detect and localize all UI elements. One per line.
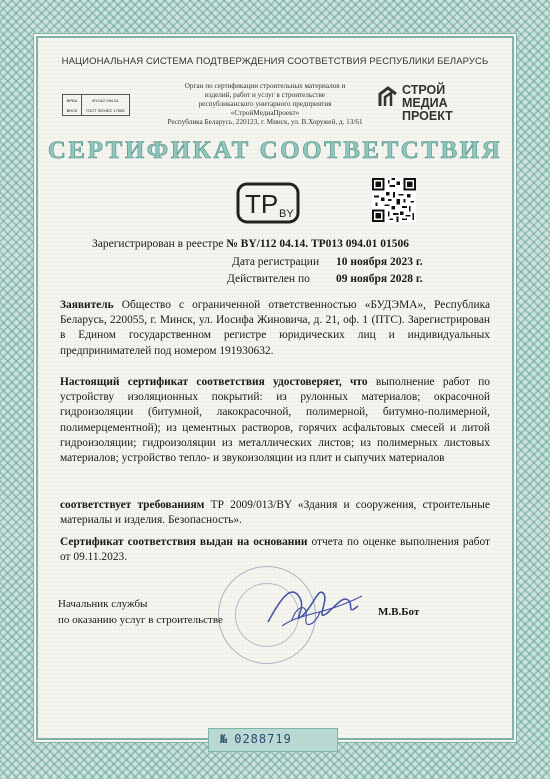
scope-paragraph	[60, 375, 490, 466]
logo-mark-icon	[378, 86, 398, 108]
serial-value: 0288719	[234, 732, 292, 746]
valid-until-label: Действителен по	[227, 273, 310, 285]
applicant-paragraph	[60, 298, 490, 359]
tr-mark-main: TP	[245, 189, 279, 219]
logo-line: ПРОЕКТ	[402, 109, 453, 123]
position-line: по оказанию услуг в строительстве	[58, 614, 223, 626]
requirements-label: соответствует требованиям	[60, 499, 205, 511]
basis-label: Сертификат соответствия выдан на основании	[60, 536, 308, 548]
tr-by-mark-icon	[236, 182, 300, 224]
org-line: изделий, работ и услуг в строительстве	[204, 91, 326, 99]
qr-code-icon	[372, 178, 416, 222]
basis-text: отчета по оценке выполнения работ от 09.11.2023.	[60, 536, 490, 564]
requirements-text: ТР 2009/013/BY «Здания и сооружения, строительные материалы и изделия. Безопасность».	[60, 499, 490, 527]
registry-line	[92, 238, 409, 250]
stamp-code-bottom: ГОСТ ISO/IEC 17065	[86, 107, 125, 113]
stamp-code-top: BY/112 094.01	[92, 97, 119, 103]
serial-number	[220, 732, 292, 746]
stamp-label-top: ВРБА	[66, 97, 78, 103]
logo-line: СТРОЙ	[402, 83, 446, 97]
certificate-title: СЕРТИФИКАТ СООТВЕТСТВИЯ	[47, 137, 503, 164]
registry-number: № BY/112 04.14. ТР013 094.01 01506	[226, 238, 410, 250]
applicant-text: Общество с ограниченной ответственностью «БУДЭМА», Республика Беларусь, 220055, г. Минск, ул. Иосифа Жиновича, д. 21, оф. 1 (ПТС). Зарегистрирован в Едином государственном регистре юридических лиц и индивидуальных предпринимателей под номером 191930632.	[60, 299, 490, 357]
stroymediaproekt-logo	[378, 82, 466, 126]
org-line: республиканского унитарного предприятия	[198, 100, 332, 108]
stamp-label-bottom: ВНСК	[66, 107, 78, 113]
position-line: Начальник службы	[58, 598, 148, 610]
system-title: НАЦИОНАЛЬНАЯ СИСТЕМА ПОДТВЕРЖДЕНИЯ СООТВЕТСТВИЯ РЕСПУБЛИКИ БЕЛАРУСЬ	[61, 56, 489, 67]
signatory-name: М.В.Бот	[378, 606, 420, 618]
valid-until-value: 09 ноября 2028 г.	[336, 273, 423, 285]
serial-prefix: №	[220, 732, 229, 746]
org-line: Орган по сертификации строительных материалов и	[184, 82, 346, 90]
tr-mark-sub: BY	[279, 208, 294, 220]
scope-label: Настоящий сертификат соответствия удостоверяет, что	[60, 376, 368, 388]
accreditation-stamp	[62, 94, 130, 116]
basis-paragraph	[60, 535, 490, 565]
handwritten-signature	[262, 576, 372, 636]
org-line: «СтройМедиаПроект»	[230, 109, 300, 117]
requirements-paragraph	[60, 498, 490, 528]
scope-text: выполнение работ по устройству изоляционных покрытий: из рулонных материалов; окрасочной гидроизоляции (битумной, лакокрасочной, полимерной, битумно-полимерной, полимерцементной); из цементных растворов, горячих асфальтовых смесей и литой гидроизоляции; гидроизоляции из металлических листов; из полимерных листовых материалов; устройство тепло- и звукоизоляции из плит и сыпучих материалов	[60, 376, 490, 465]
logo-line: МЕДИА	[402, 96, 448, 110]
org-line: Республика Беларусь, 220123, г. Минск, ул. В.Хоружей, д. 13/61	[167, 118, 363, 126]
certification-body	[160, 82, 370, 127]
signatory-position	[58, 596, 223, 628]
registry-label: Зарегистрирован в реестре	[92, 238, 224, 250]
applicant-label: Заявитель	[60, 299, 114, 311]
registration-date-label: Дата регистрации	[232, 256, 320, 268]
registration-date-value: 10 ноября 2023 г.	[336, 256, 423, 268]
